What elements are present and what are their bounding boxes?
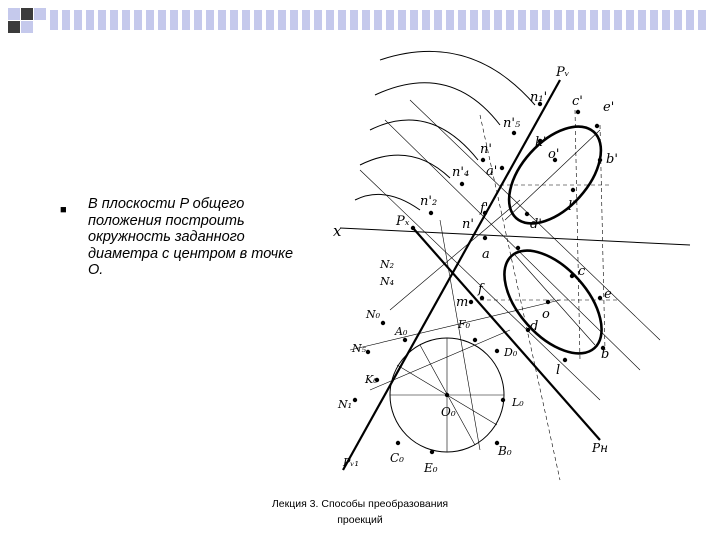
label-c: c	[578, 264, 586, 279]
label-n1p: n₁'	[530, 90, 548, 105]
label-f: f	[478, 282, 483, 297]
point	[563, 358, 567, 362]
point	[481, 158, 485, 162]
label-N5: N₅	[352, 342, 367, 355]
point	[353, 398, 357, 402]
point	[598, 296, 602, 300]
footer-caption: Лекция 3. Способы преобразования проекций	[271, 498, 449, 526]
label-ep: e'	[603, 100, 615, 115]
point	[512, 131, 516, 135]
label-E0: E₀	[424, 461, 438, 475]
point	[403, 338, 407, 342]
point	[429, 211, 433, 215]
x-axis-line	[340, 228, 690, 245]
point	[366, 350, 370, 354]
label-n2p: n'₂	[420, 194, 438, 209]
label-F0: F₀	[458, 318, 471, 331]
label-N2: N₂	[380, 258, 395, 271]
label-x: x	[333, 222, 342, 240]
ellipse-axis	[505, 130, 600, 220]
point	[396, 441, 400, 445]
label-op: o'	[548, 147, 560, 162]
label-Px: Pₓ	[396, 214, 410, 229]
label-nbp: n'₅	[503, 116, 521, 131]
label-K0: K₀	[365, 373, 378, 386]
label-B0: B₀	[498, 444, 512, 458]
point	[445, 393, 449, 397]
point	[570, 274, 574, 278]
point	[516, 246, 520, 250]
point	[576, 110, 580, 114]
rotation-arc	[380, 51, 535, 105]
label-np: n'	[480, 142, 492, 157]
point	[460, 182, 464, 186]
label-lp: l'	[568, 199, 576, 214]
label-fp: f'	[480, 201, 489, 216]
label-Pv: Pᵥ	[556, 65, 570, 80]
point	[381, 321, 385, 325]
rotation-arc	[375, 83, 500, 125]
point	[595, 124, 599, 128]
label-O0: O₀	[441, 405, 456, 419]
label-kp: k'	[535, 135, 547, 150]
construction-line	[575, 110, 580, 360]
construction-line	[390, 200, 520, 310]
label-N0: N₀	[366, 308, 381, 321]
label-bp: b'	[606, 152, 618, 167]
slide-body-text: В плоскости P общего положения построить окружность заданного диаметра с центром в точке О.	[88, 196, 294, 278]
label-d: d	[530, 319, 539, 334]
label-e: e	[604, 287, 612, 302]
label-N1: N₁	[338, 398, 353, 411]
point	[501, 398, 505, 402]
label-dp: d'	[530, 217, 542, 232]
label-Pv1: Pᵥ₁	[343, 456, 359, 469]
label-PH: Pн	[592, 441, 608, 455]
label-cp: c'	[572, 94, 583, 109]
label-l: l	[556, 363, 561, 378]
point	[598, 158, 602, 162]
rotation-arc	[370, 120, 478, 160]
point	[473, 338, 477, 342]
point	[571, 188, 575, 192]
label-N4: N₄	[380, 275, 395, 288]
label-a: a	[482, 247, 490, 262]
point	[469, 300, 473, 304]
label-C0: C₀	[390, 451, 404, 465]
point	[430, 450, 434, 454]
rotation-arc	[360, 155, 450, 178]
point	[495, 349, 499, 353]
label-np2: n'	[462, 217, 474, 232]
point	[546, 300, 550, 304]
point	[483, 236, 487, 240]
label-m: m	[456, 295, 469, 310]
label-b: b	[601, 347, 610, 362]
label-o: o	[542, 307, 550, 322]
label-n4p: n'₄	[452, 165, 470, 180]
point	[525, 212, 529, 216]
bullet-icon: ■	[60, 204, 67, 216]
label-D0: D₀	[504, 346, 518, 359]
label-L0: L₀	[512, 396, 524, 409]
label-ap: a'	[486, 164, 498, 179]
point	[500, 166, 504, 170]
point	[411, 226, 415, 230]
label-A0: A₀	[395, 325, 408, 338]
